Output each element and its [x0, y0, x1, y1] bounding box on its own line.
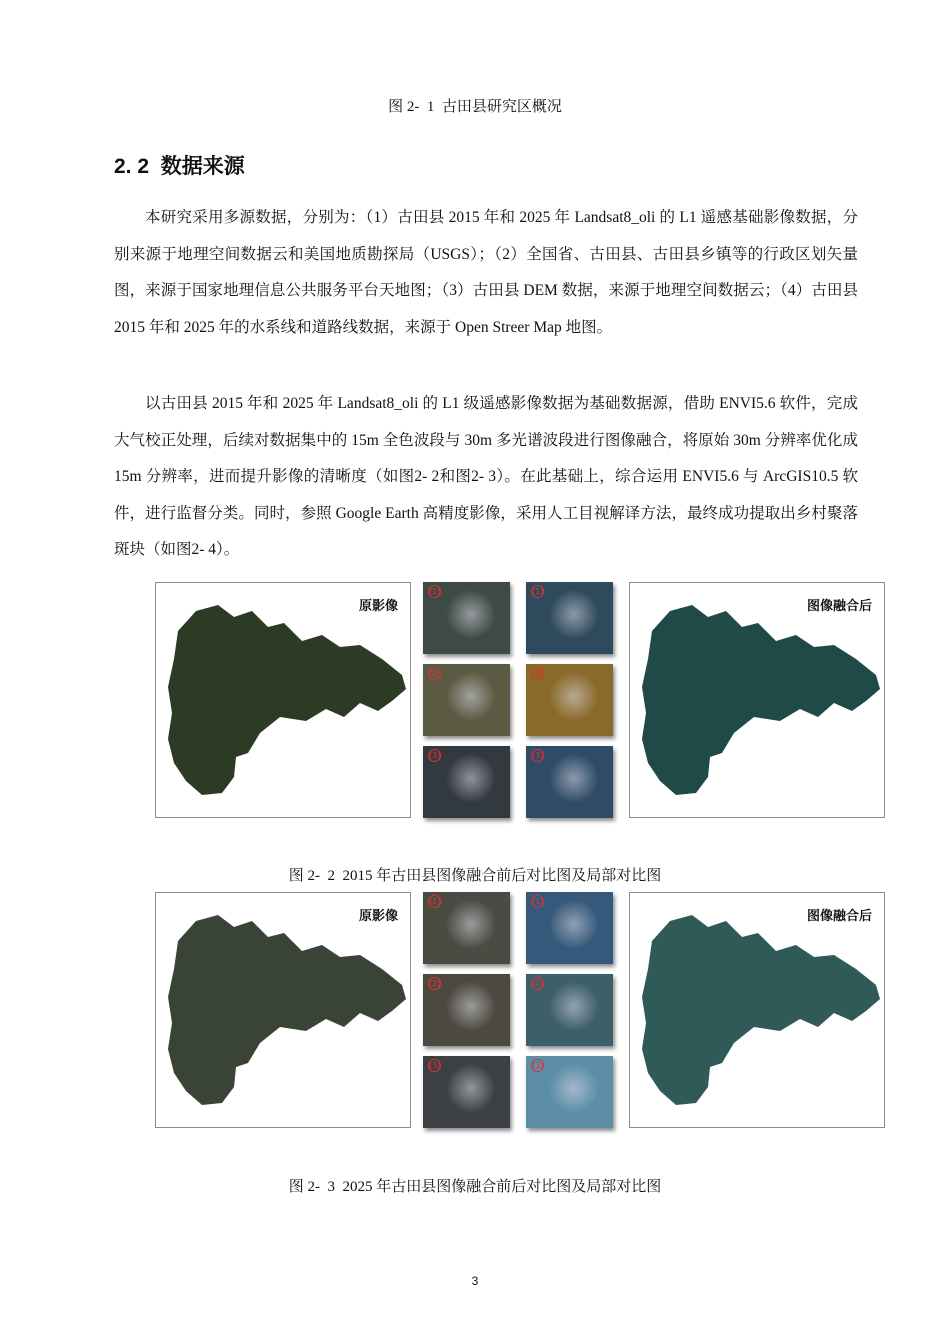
fused-image-label: 图像融合后 — [806, 909, 872, 924]
detail-thumbnail — [526, 664, 613, 736]
original-image-label: 原影像 — [358, 599, 398, 614]
thumbnail-number: (1) — [532, 587, 544, 596]
thumbnail-number: (1) — [532, 897, 544, 906]
detail-thumbnail — [423, 974, 510, 1046]
figure-caption-2-1: 图 2- 1 古田县研究区概况 — [388, 99, 562, 115]
figure-2-3 — [155, 892, 887, 1130]
county-map-original — [156, 583, 410, 817]
detail-thumbnail — [526, 746, 613, 818]
original-image-panel — [155, 582, 411, 818]
thumbnail-number: (2) — [429, 669, 441, 678]
section-heading: 2. 2 数据来源 — [114, 155, 245, 178]
thumbnail-number: (1) — [429, 587, 441, 596]
paragraph-processing: 以古田县 2015 年和 2025 年 Landsat8_oli 的 L1 级遥感影像数据为基础数据源，借助 ENVI5.6 软件，完成大气校正处理，后续对数据集中的 15m 全色波段与 30m 多光谱波段进行图像融合，将原始 30m 分辨率优化成 15m 分辨率，进而提升影像的清晰度（如图2- 2和图2- 3）。在此基础上，综合运用 ENVI5.6 与 ArcGIS10.5 软件，进行监督分类。同时，参照 Google Earth 高精度影像，采用人工目视解译方法，最终成功提取出乡村聚落斑块（如图2- 4）。 — [114, 395, 858, 558]
detail-thumbnail — [423, 1056, 510, 1128]
fused-image-panel — [629, 892, 885, 1128]
figure-2-2 — [155, 582, 887, 820]
figure-caption-2-2: 图 2- 2 2015 年古田县图像融合前后对比图及局部对比图 — [288, 868, 662, 884]
detail-thumbnail — [526, 892, 613, 964]
detail-thumbnail — [423, 746, 510, 818]
detail-thumbnail — [423, 892, 510, 964]
original-image-panel — [155, 892, 411, 1128]
fused-image-label: 图像融合后 — [806, 599, 872, 614]
thumbnail-number: (1) — [429, 897, 441, 906]
thumbnail-number: (3) — [429, 1061, 441, 1070]
detail-thumbnail — [526, 974, 613, 1046]
county-map-original — [156, 893, 410, 1127]
thumbnail-number: (2) — [429, 979, 441, 988]
thumbnail-number: (2) — [532, 669, 544, 678]
detail-thumbnail — [423, 664, 510, 736]
county-map-fused — [630, 583, 884, 817]
original-image-label: 原影像 — [358, 909, 398, 924]
county-map-fused — [630, 893, 884, 1127]
thumbnail-number: (2) — [532, 979, 544, 988]
detail-thumbnail — [526, 1056, 613, 1128]
detail-thumbnail — [423, 582, 510, 654]
thumbnail-number: (3) — [429, 751, 441, 760]
paragraph-data-sources: 本研究采用多源数据，分别为：（1）古田县 2015 年和 2025 年 Landsat8_oli 的 L1 遥感基础影像数据，分别来源于地理空间数据云和美国地质勘探局（USGS）；（2）全国省、古田县、古田县乡镇等的行政区划矢量图，来源于国家地理信息公共服务平台天地图；（3）古田县 DEM 数据，来源于地理空间数据云；（4）古田县 2015 年和 2025 年的水系线和道路线数据，来源于 Open Streer Map 地图。 — [114, 209, 858, 336]
page-number: 3 — [471, 1274, 479, 1288]
detail-thumbnail — [526, 582, 613, 654]
thumbnail-number: (3) — [532, 751, 544, 760]
fused-image-panel — [629, 582, 885, 818]
figure-caption-2-3: 图 2- 3 2025 年古田县图像融合前后对比图及局部对比图 — [288, 1179, 662, 1195]
thumbnail-number: (3) — [532, 1061, 544, 1070]
